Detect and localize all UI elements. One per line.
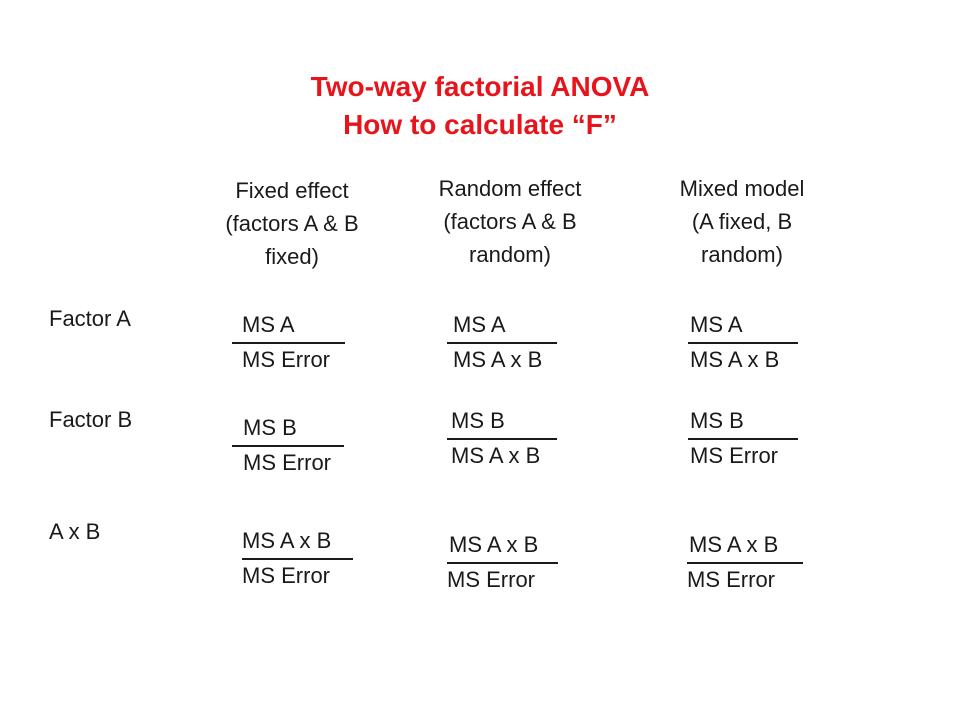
column-header-line: Fixed effect bbox=[235, 178, 349, 203]
f-ratio-mixed-a-x-b bbox=[687, 529, 803, 596]
f-ratio-random-factor-b bbox=[447, 405, 557, 472]
title-line-1: Two-way factorial ANOVA bbox=[310, 71, 650, 102]
f-ratio-denominator: MS Error bbox=[690, 443, 778, 468]
f-ratio-denominator: MS Error bbox=[242, 563, 330, 588]
f-ratio-denominator: MS Error bbox=[243, 450, 331, 475]
f-ratio-numerator: MS B bbox=[232, 412, 344, 447]
row-label-factor-b: Factor B bbox=[49, 407, 133, 432]
column-header-line: (factors A & B bbox=[225, 211, 359, 236]
f-ratio-denominator: MS A x B bbox=[451, 443, 541, 468]
f-ratio-numerator: MS A bbox=[447, 309, 557, 344]
f-ratio-numerator: MS A x B bbox=[687, 529, 803, 564]
f-ratio-numerator: MS A bbox=[688, 309, 798, 344]
f-ratio-denominator: MS A x B bbox=[453, 347, 543, 372]
column-header-line: (factors A & B bbox=[443, 209, 577, 234]
f-ratio-mixed-factor-b bbox=[688, 405, 798, 472]
f-ratio-denominator: MS Error bbox=[447, 567, 535, 592]
row-label-a-x-b: A x B bbox=[49, 519, 101, 544]
f-ratio-random-factor-a bbox=[447, 309, 557, 376]
column-header-line: random) bbox=[469, 242, 551, 267]
f-ratio-numerator: MS A x B bbox=[447, 529, 558, 564]
column-header-line: (A fixed, B bbox=[691, 209, 793, 234]
f-ratio-random-a-x-b bbox=[447, 529, 558, 596]
column-header-fixed-effect bbox=[192, 174, 392, 273]
column-header-random-effect bbox=[410, 172, 610, 271]
column-header-line: Mixed model bbox=[679, 176, 805, 201]
f-ratio-numerator: MS A x B bbox=[242, 525, 353, 560]
f-ratio-numerator: MS B bbox=[688, 405, 798, 440]
f-ratio-mixed-factor-a bbox=[688, 309, 798, 376]
row-label-factor-a: Factor A bbox=[49, 306, 131, 331]
f-ratio-numerator: MS A bbox=[232, 309, 345, 344]
f-ratio-denominator: MS Error bbox=[687, 567, 775, 592]
f-ratio-numerator: MS B bbox=[447, 405, 557, 440]
f-ratio-denominator: MS Error bbox=[242, 347, 330, 372]
f-ratio-fixed-a-x-b bbox=[242, 525, 353, 592]
f-ratio-fixed-factor-a bbox=[232, 309, 345, 376]
column-header-line: random) bbox=[701, 242, 783, 267]
column-header-line: fixed) bbox=[265, 244, 319, 269]
column-header-line: Random effect bbox=[438, 176, 582, 201]
column-header-mixed-model bbox=[642, 172, 842, 271]
title-line-2: How to calculate “F” bbox=[343, 109, 617, 140]
f-ratio-denominator: MS A x B bbox=[690, 347, 780, 372]
f-ratio-fixed-factor-b bbox=[232, 412, 344, 479]
